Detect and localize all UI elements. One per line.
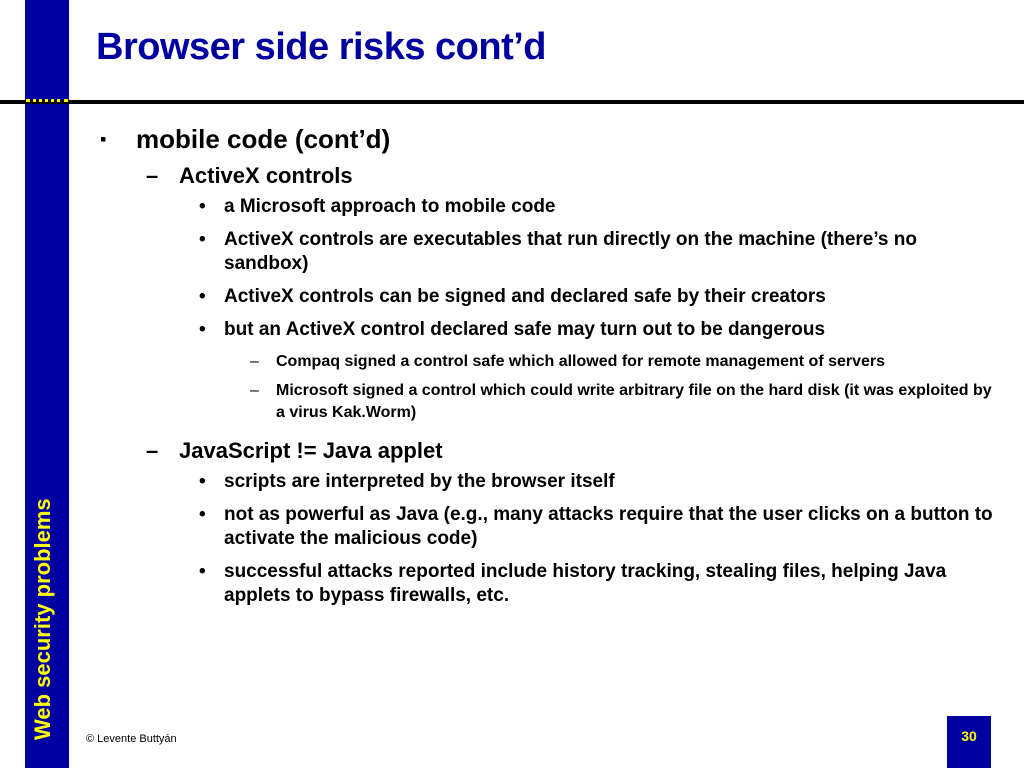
- bullet-text: JavaScript != Java applet: [179, 438, 443, 463]
- bullet-text: ActiveX controls: [179, 163, 353, 188]
- bullet-text: successful attacks reported include history tracking, stealing files, helping Java applets to bypass firewalls, etc.: [224, 561, 947, 606]
- bullet-text: scripts are interpreted by the browser itself: [224, 471, 615, 492]
- bullet-compaq: [96, 351, 996, 373]
- bullet-activex: [96, 163, 996, 189]
- dot-bullet-icon: •: [199, 196, 206, 217]
- bullet-text: ActiveX controls are executables that run directly on the machine (there’s no sandbox): [224, 229, 917, 274]
- bullet-text: ActiveX controls can be signed and declared safe by their creators: [224, 286, 826, 307]
- slide-content: [96, 123, 996, 617]
- dash-bullet-icon: –: [250, 382, 259, 399]
- divider-dots: [26, 99, 68, 102]
- dash-bullet-icon: –: [250, 353, 259, 370]
- dot-bullet-icon: •: [199, 286, 206, 307]
- slide-title: Browser side risks cont’d: [96, 26, 546, 68]
- bullet-text: Microsoft signed a control which could write arbitrary file on the hard disk (it was exploited by a virus Kak.Worm): [276, 382, 992, 421]
- bullet-text: Compaq signed a control safe which allowed for remote management of servers: [276, 353, 886, 370]
- dot-bullet-icon: •: [199, 561, 206, 582]
- page-number: 30: [947, 716, 991, 768]
- bullet-microsoft-approach: [96, 195, 996, 219]
- copyright-footer: © Levente Buttyán: [86, 733, 177, 745]
- bullet-not-as-powerful: [96, 503, 996, 551]
- bullet-dangerous: [96, 318, 996, 342]
- dash-bullet-icon: –: [146, 438, 159, 463]
- bullet-signed: [96, 285, 996, 309]
- bullet-interpreted: [96, 470, 996, 494]
- bullet-text: not as powerful as Java (e.g., many attacks require that the user clicks on a button to activate the malicious code): [224, 504, 993, 549]
- bullet-javascript: [96, 438, 996, 464]
- bullet-microsoft-signed: [96, 380, 996, 424]
- sidebar-label: Web security problems: [30, 498, 55, 740]
- bullet-successful-attacks: [96, 560, 996, 608]
- dot-bullet-icon: •: [199, 504, 206, 525]
- bullet-text: a Microsoft approach to mobile code: [224, 196, 556, 217]
- bullet-text: mobile code (cont’d): [136, 124, 391, 154]
- title-divider: [0, 100, 1024, 104]
- dot-bullet-icon: •: [199, 319, 206, 340]
- bullet-executables: [96, 228, 996, 276]
- bullet-mobile-code: [96, 123, 996, 155]
- bullet-text: but an ActiveX control declared safe may turn out to be dangerous: [224, 319, 826, 340]
- dot-bullet-icon: •: [199, 471, 206, 492]
- dash-bullet-icon: –: [146, 163, 159, 188]
- dot-bullet-icon: •: [199, 229, 206, 250]
- square-bullet-icon: ▪: [100, 129, 107, 149]
